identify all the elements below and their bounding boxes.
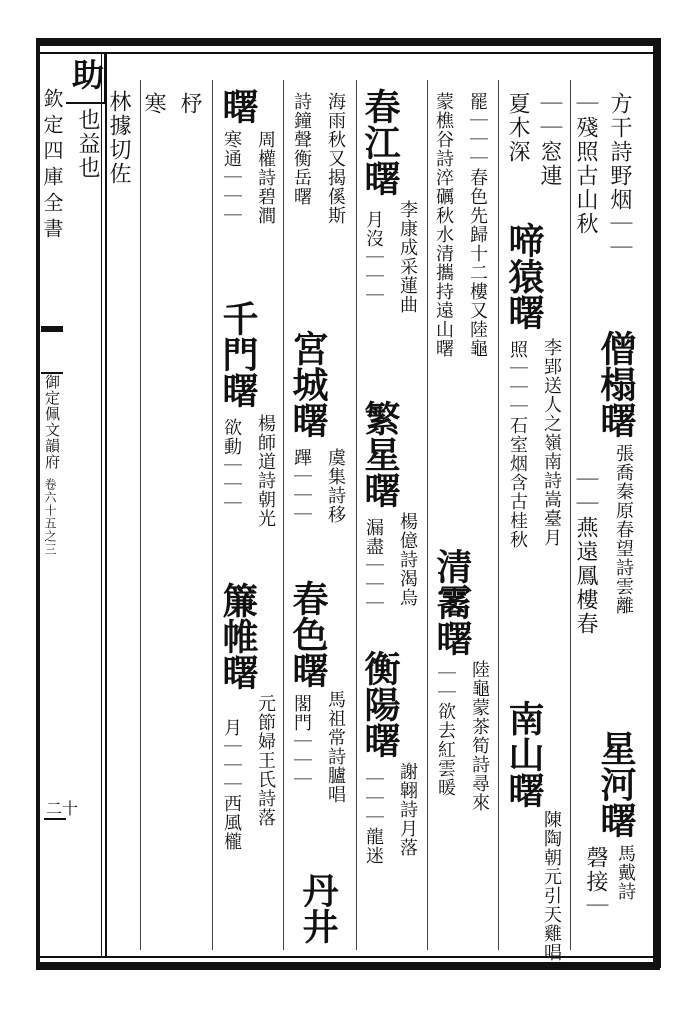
column-10: 照｜｜｜石室烟含古桂秋 xyxy=(507,340,528,549)
top-border-inner xyxy=(36,52,660,54)
column-32: 寒通｜｜｜ xyxy=(221,130,242,225)
column-16: 李康成采蓮曲 xyxy=(397,200,418,314)
page-number-rule xyxy=(44,818,66,820)
column-31-head: 簾帷曙 xyxy=(217,582,259,690)
column-rule xyxy=(283,80,284,950)
page-number: 二十 xyxy=(46,799,79,818)
column-19: 漏盡｜｜｜ xyxy=(363,518,384,613)
entry-line-1: 林據切佐 xyxy=(106,90,131,186)
column-rule xyxy=(356,80,357,950)
column-18-head: 繁星曙 xyxy=(359,400,401,508)
column-11: 陳陶朝元引天雞唱 xyxy=(541,810,562,962)
gutter-divider-inner xyxy=(101,54,102,956)
column-8-head: 啼猿曙 xyxy=(503,222,545,330)
column-20: 謝翺詩月落 xyxy=(397,762,418,857)
column-rule xyxy=(140,80,141,950)
bottom-border-inner xyxy=(36,956,660,958)
column-11-head: 南山曙 xyxy=(503,700,545,808)
column-29: 周權詩碧澗 xyxy=(255,130,276,225)
column-27: 閣門｜｜｜ xyxy=(291,694,312,789)
column-17: 月沒｜｜｜ xyxy=(363,210,384,305)
column-12: 罷｜｜｜春色先歸十二樓又陸龜 xyxy=(467,92,488,358)
column-14: 陸龜蒙茶筍詩尋來 xyxy=(469,660,490,812)
volume-label-mark xyxy=(41,326,63,374)
column-31: 元節婦王氏詩落 xyxy=(255,694,276,827)
volume-sub: 卷六十五之三 xyxy=(43,478,57,556)
column-21: ｜｜｜龍迷 xyxy=(363,770,384,865)
gutter-divider xyxy=(105,54,107,956)
column-6: 磬接｜ xyxy=(583,846,608,918)
column-14-head: 清霱曙 xyxy=(431,548,473,656)
column-8: 李郢送人之嶺南詩嵩臺月 xyxy=(541,338,562,547)
column-rule xyxy=(427,80,428,950)
column-20-head: 衡陽曙 xyxy=(359,650,401,758)
column-34: 月｜｜｜西風櫳 xyxy=(221,718,242,851)
column-13: 蒙樵谷詩淬礪秋水清攜持遠山曙 xyxy=(433,92,454,358)
column-5: 馬戴詩 xyxy=(615,844,636,901)
column-2: ｜殘照古山秋 xyxy=(573,92,598,236)
column-30: 楊師道詩朝光 xyxy=(255,414,276,528)
column-26: 蹕｜｜｜ xyxy=(291,448,312,524)
column-18: 楊億詩渴烏 xyxy=(397,512,418,607)
column-25: 詩鐘聲衡岳曙 xyxy=(291,92,312,206)
column-23: 虞集詩移 xyxy=(325,448,346,524)
column-30-head: 千門曙 xyxy=(217,300,259,408)
column-3-head: 僧榻曙 xyxy=(595,330,637,438)
column-1: 方干詩野烟｜｜ xyxy=(607,92,632,260)
book-title: 欽定四庫全書 xyxy=(40,88,64,244)
volume-label: 御定佩文韻府 xyxy=(43,374,61,470)
column-24-head: 春色曙 xyxy=(287,580,329,688)
column-35: 寒 xyxy=(141,92,166,116)
column-33: 欲動｜｜｜ xyxy=(221,418,242,513)
column-15: ｜｜欲去紅雲暖 xyxy=(435,664,456,797)
column-rule xyxy=(212,80,213,950)
bottom-border xyxy=(36,962,660,970)
column-rule xyxy=(498,80,499,950)
column-29-head: 曙 xyxy=(217,88,259,124)
column-24: 馬祖常詩臚唱 xyxy=(325,690,346,804)
column-9: 夏木深 xyxy=(505,92,530,164)
column-7: ｜｜窓連 xyxy=(537,92,562,188)
column-36: 杼 xyxy=(177,92,202,116)
column-3: 張喬秦原春望詩雲離 xyxy=(613,444,634,615)
column-22: 海雨秋又揭傒斯 xyxy=(325,92,346,225)
head-char: 助 xyxy=(67,58,105,90)
column-16-head: 春江曙 xyxy=(359,88,401,196)
column-4: ｜｜燕遠鳳樓春 xyxy=(573,468,598,636)
top-border xyxy=(36,38,660,46)
column-28-head: 丹井 xyxy=(297,872,339,944)
column-5-head: 星河曙 xyxy=(595,730,637,838)
column-23-head: 宮城曙 xyxy=(287,330,329,438)
entry-line-2: 也益也 xyxy=(75,108,100,180)
right-border xyxy=(653,38,661,968)
column-rule xyxy=(570,80,571,950)
